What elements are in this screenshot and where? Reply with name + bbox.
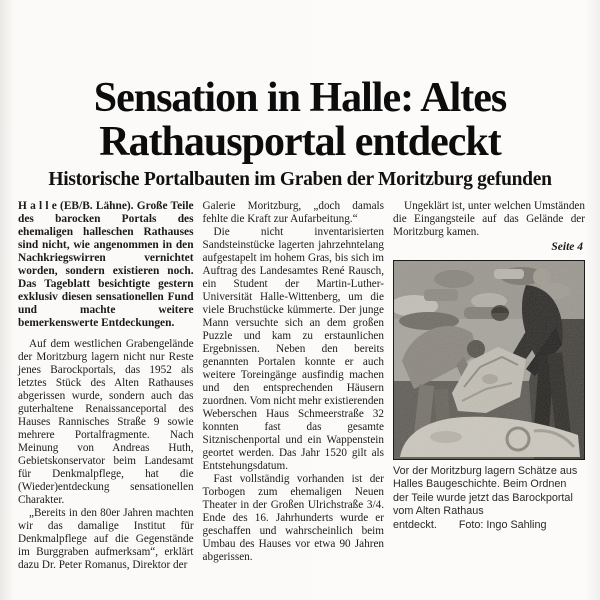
article-column-2: [203, 200, 384, 572]
headline-line1: Sensation in Halle: Altes: [93, 75, 507, 121]
photo-credit: Foto: Ingo Sahling: [458, 518, 547, 531]
page-reference: Seite 4: [551, 241, 583, 253]
article-headline: [0, 76, 600, 164]
article-photo: [393, 260, 585, 460]
photo-image: [394, 261, 584, 459]
paragraph: Ungeklärt ist, unter welchen Umständen die Eingangsteile auf das Gelände der Moritzburg kamen.: [393, 200, 585, 238]
paragraph: Fast vollständig vorhanden ist der Torbogen zum ehemaligen Neuen Theater in der Großen Ulrichstraße 3/4. Ende des 16. Jahrhunderts wurde er geschaffen und wahrscheinlich beim Umbau des Hauses vor etwa 90 Jahren abgerissen.: [202, 473, 384, 563]
lead-paragraph: H a l l e (EB/B. Lähne). Große Teile des barocken Portals des ehemaligen halleschen Rathauses sind nicht, wie angenommen in den Nachkriegswirren vernichtet worden, sondern existieren noch. Das Tageblatt besichtigte gestern exklusiv diesen sensationellen Fund und machte weitere bemerkenswerte Entdeckungen.: [18, 200, 194, 329]
paragraph: Auf dem westlichen Grabengelände der Moritzburg lagern nicht nur Reste jenes Barockportals, das 1952 als letztes Stück des Alten Rathauses abgerissen wurde, sondern auch das guterhaltene Renaissanceportal des Hauses Rannisches Straße 9 sowie mehrere Portalfragmente. Nach Meinung von Andreas Huth, Gebietskonservator beim Landesamt für Denkmalpflege, hat die (Wieder)entdeckung sensationellen Charakter.: [18, 338, 194, 506]
paragraph: Die nicht inventarisierten Sandsteinstücke lagerten jahrzehntelang aufgestapelt im hohem Gras, bis sich im Auftrag des Landesamtes René Rausch, ein Student der Martin-Luther-Universität Halle-Wittenberg, um die viele Bruchstücke kümmerte. Der junge Mann versuchte sich an dem großen Puzzle und kam zu erstaunlichen Ergebnissen. Neben den bereits genannten Portalen konnte er auch weitere Toreingänge ausfindig machen und den entsprechenden Häusern zuordnen. Vom nicht mehr existierenden Weberschen Haus Schmeerstraße 32 konnten fast das gesamte Sitznischenportal und ein Wappenstein geortet werden. Das Jahr 1520 gilt als Entstehungsdatum.: [202, 226, 384, 472]
headline-line2: Rathausportal entdeckt: [99, 119, 501, 165]
article-subheadline: Historische Portalbauten im Graben der Moritzburg gefunden: [48, 169, 552, 190]
photo-caption: [393, 465, 585, 532]
photo-caption-text: Vor der Moritzburg lagern Schätze aus Halles Baugeschichte. Beim Ordnen der Teile wurde jetzt das Barockportal vom Alten Rathaus entdeckt.: [393, 465, 578, 531]
paragraph: Galerie Moritzburg, „doch damals fehlte die Kraft zur Aufarbeitung.“: [202, 200, 384, 225]
article-column-3: [393, 200, 585, 572]
paragraph: „Bereits in den 80er Jahren machten wir das damalige Institut für Denkmalpflege auf die Gegenstände im Burggraben aufmerksam“, erklärt dazu Dr. Peter Romanus, Direktor der: [18, 507, 194, 571]
article-column-1: [18, 200, 194, 572]
article-body: [18, 200, 585, 572]
